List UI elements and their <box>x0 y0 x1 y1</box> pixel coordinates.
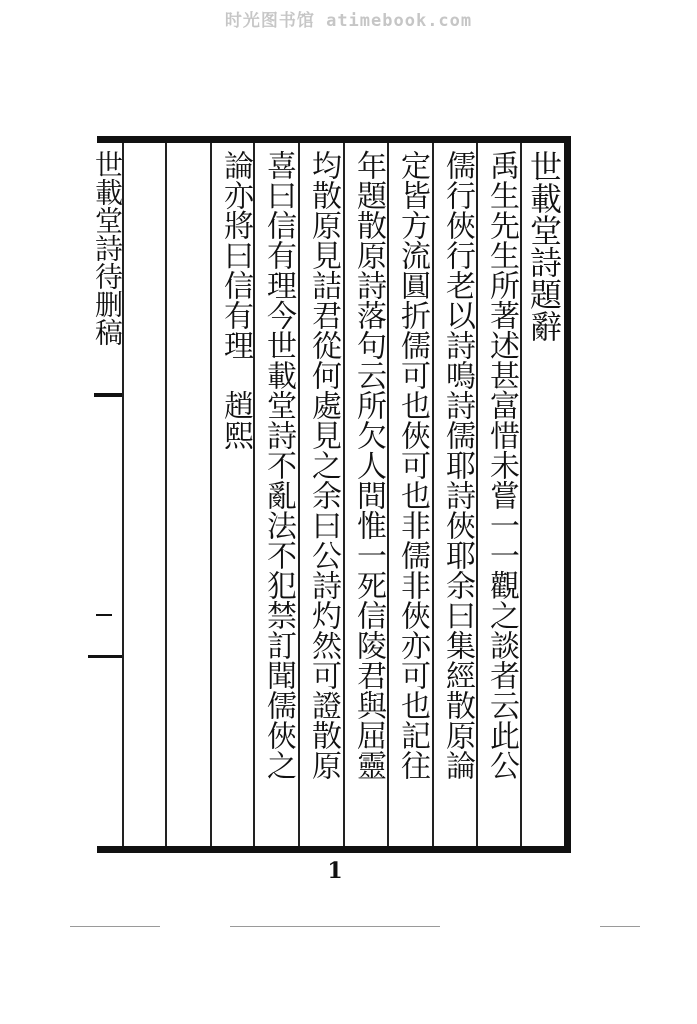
column-rule <box>298 143 300 846</box>
text-column: 均散原見詰君從何處見之余曰公詩灼然可證散原 <box>306 150 341 780</box>
folio-dash-mark <box>96 614 112 616</box>
bottom-border-rule <box>97 846 571 853</box>
text-column: 禹生先生所著述甚富惜未嘗一一觀之談者云此公 <box>484 150 519 780</box>
column-rule <box>387 143 389 846</box>
text-column: 喜曰信有理今世載堂詩不亂法不犯禁訂聞儒俠之 <box>261 150 296 780</box>
text-column: 定皆方流圓折儒可也俠可也非儒非俠亦可也記往 <box>395 150 430 780</box>
scan-artifact-line <box>70 926 160 927</box>
fish-tail-mark <box>94 393 122 397</box>
text-column: 年題散原詩落句云所欠人間惟一死信陵君與屈靈 <box>351 150 386 780</box>
column-rule <box>253 143 255 846</box>
text-column: 論亦將曰信有理 趙熙 <box>218 150 253 450</box>
column-rule <box>476 143 478 846</box>
text-column: 儒行俠行老以詩鳴詩儒耶詩俠耶余曰集經散原論 <box>440 150 475 780</box>
watermark-text: 时光图书馆 atimebook.com <box>224 11 473 31</box>
column-rule <box>165 143 167 846</box>
scan-artifact-line <box>230 926 440 927</box>
folio-rule-mark <box>88 655 122 658</box>
column-heading: 世載堂詩題辭 <box>525 150 563 342</box>
right-border-rule <box>564 136 571 853</box>
column-rule <box>520 143 522 846</box>
margin-book-title: 世載堂詩待删稿 <box>91 150 124 346</box>
column-rule <box>432 143 434 846</box>
top-border-rule <box>97 136 571 143</box>
column-rule <box>343 143 345 846</box>
column-rule <box>210 143 212 846</box>
page-number: 1 <box>327 858 343 884</box>
scan-artifact-line <box>600 926 640 927</box>
